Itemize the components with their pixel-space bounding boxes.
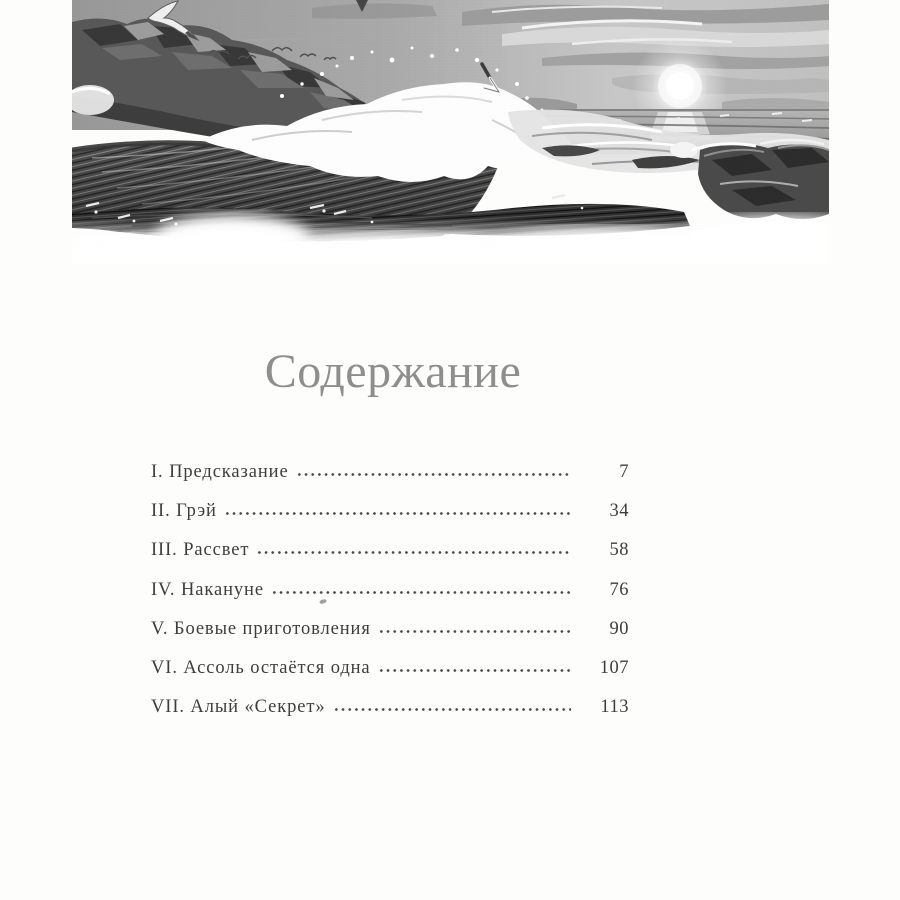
chapter-title: I. Предсказание — [151, 462, 289, 482]
table-of-contents — [151, 453, 629, 727]
chapter-title: V. Боевые приготовления — [151, 618, 371, 639]
dot-leader — [378, 668, 571, 673]
chapter-title: IV. Накануне — [151, 579, 264, 600]
chapter-page-number: 34 — [609, 501, 629, 522]
chapter-page-number: 7 — [619, 462, 629, 482]
chapter-title: VI. Ассоль остаётся одна — [151, 657, 371, 678]
dot-leader — [378, 629, 571, 634]
toc-entry-3 — [151, 531, 629, 570]
dot-leader — [256, 550, 571, 555]
chapter-title: VII. Алый «Секрет» — [151, 697, 326, 718]
chapter-page-number: 76 — [609, 579, 629, 600]
toc-entry-5 — [151, 610, 629, 649]
page-title: Содержание — [264, 345, 522, 398]
dot-leader — [296, 472, 571, 477]
toc-illustration — [72, 0, 829, 265]
dot-leader — [271, 590, 571, 595]
toc-entry-6 — [151, 649, 629, 688]
chapter-page-number: 107 — [599, 657, 629, 678]
dot-leader — [224, 511, 571, 516]
chapter-page-number: 90 — [609, 618, 629, 639]
toc-entry-7 — [151, 688, 629, 727]
toc-entry-4 — [151, 571, 629, 610]
dot-leader — [333, 707, 572, 712]
toc-entry-2 — [151, 492, 629, 531]
chapter-page-number: 113 — [600, 697, 629, 718]
chapter-title: III. Рассвет — [151, 540, 250, 561]
toc-entry-1 — [151, 453, 629, 492]
chapter-page-number: 58 — [609, 540, 629, 561]
chapter-title: II. Грэй — [151, 501, 217, 522]
halftone-texture — [72, 0, 829, 265]
